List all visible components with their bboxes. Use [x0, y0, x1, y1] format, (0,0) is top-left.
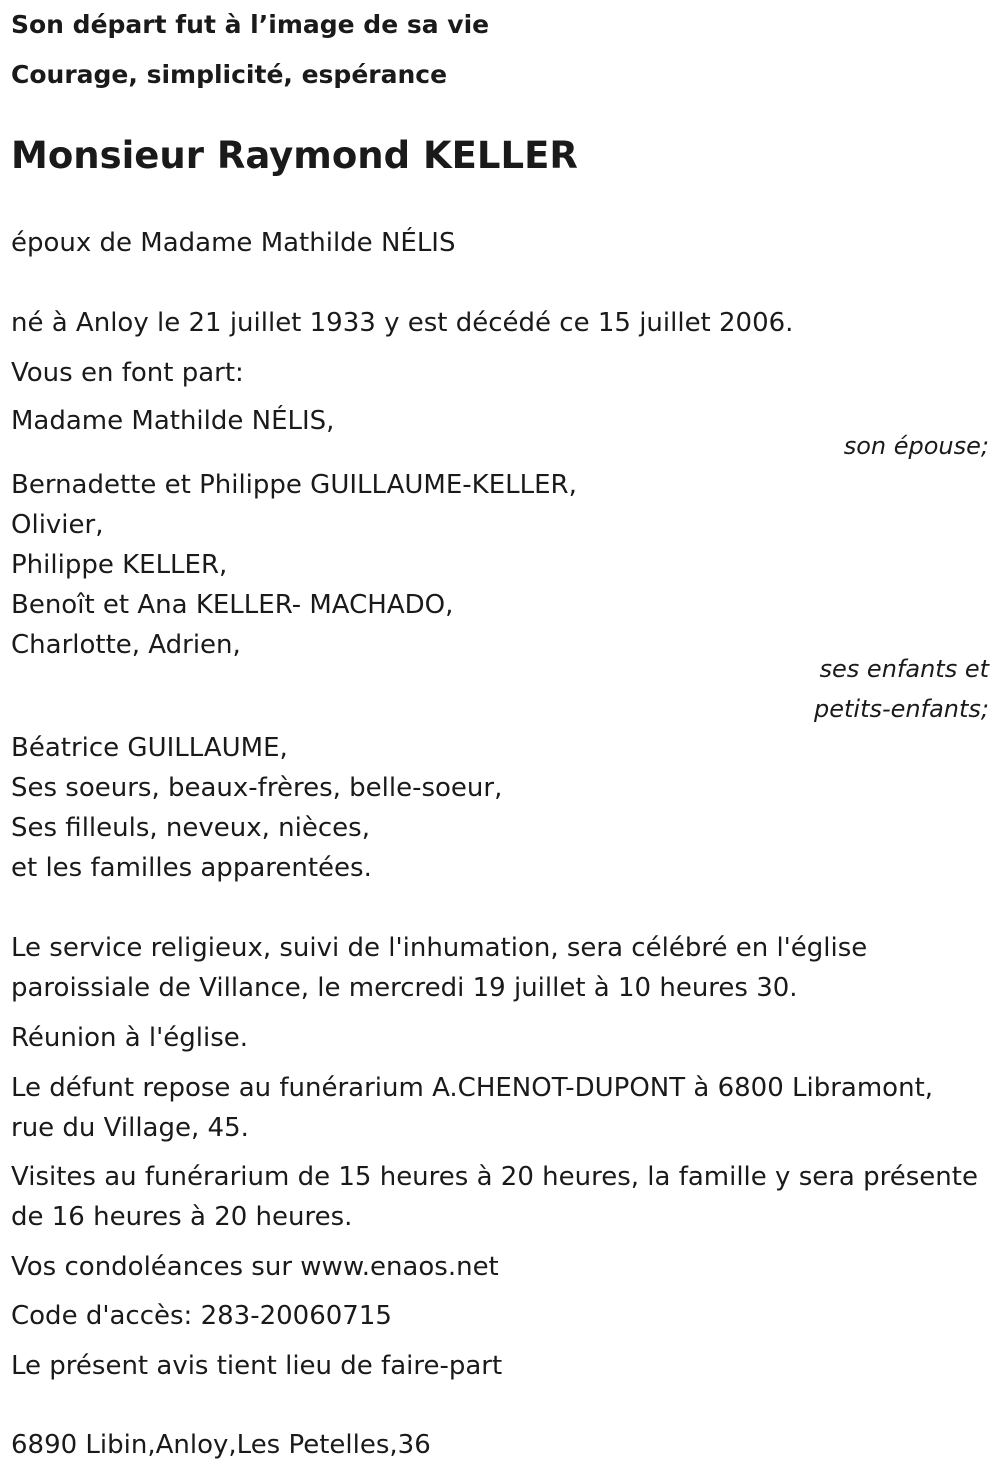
access-code-line: Code d'accès: 283-20060715 — [11, 1301, 392, 1331]
motto-line-1: Son départ fut à l’image de sa vie — [11, 10, 490, 39]
family-line: Ses soeurs, beaux-frères, belle-soeur, — [11, 773, 503, 803]
visits-line-2: de 16 heures à 20 heures. — [11, 1202, 353, 1232]
notice-line: Le présent avis tient lieu de faire-part — [11, 1351, 503, 1381]
motto-line-2: Courage, simplicité, espérance — [11, 60, 448, 89]
rest-line-2: rue du Village, 45. — [11, 1113, 249, 1143]
rest-line-1: Le défunt repose au funérarium A.CHENOT-DUPONT à 6800 Libramont, — [11, 1073, 934, 1103]
service-line-2: paroissiale de Villance, le mercredi 19 juillet à 10 heures 30. — [11, 973, 798, 1003]
child-line: Bernadette et Philippe GUILLAUME-KELLER, — [11, 470, 577, 500]
child-line: Charlotte, Adrien, — [11, 630, 241, 660]
child-line: Olivier, — [11, 510, 104, 540]
deceased-name: Monsieur Raymond KELLER — [11, 134, 578, 177]
announcers-line: Vous en font part: — [11, 358, 244, 388]
visits-line-1: Visites au funérarium de 15 heures à 20 heures, la famille y sera présente — [11, 1162, 978, 1192]
children-role-2: petits-enfants; — [814, 695, 989, 723]
condolences-line: Vos condoléances sur www.enaos.net — [11, 1252, 499, 1282]
spouse-name: Madame Mathilde NÉLIS, — [11, 406, 335, 436]
child-line: Philippe KELLER, — [11, 550, 228, 580]
spouse-line: époux de Madame Mathilde NÉLIS — [11, 228, 456, 258]
service-line-1: Le service religieux, suivi de l'inhumation, sera célébré en l'église — [11, 933, 868, 963]
address-line: 6890 Libin,Anloy,Les Petelles,36 — [11, 1430, 431, 1460]
family-line: Ses filleuls, neveux, nièces, — [11, 813, 370, 843]
spouse-role: son épouse; — [843, 432, 989, 460]
family-line: et les familles apparentées. — [11, 853, 372, 883]
child-line: Benoît et Ana KELLER- MACHADO, — [11, 590, 454, 620]
birth-death-line: né à Anloy le 21 juillet 1933 y est décédé ce 15 juillet 2006. — [11, 308, 794, 338]
children-role-1: ses enfants et — [819, 655, 989, 683]
family-line: Béatrice GUILLAUME, — [11, 733, 288, 763]
meeting-line: Réunion à l'église. — [11, 1023, 249, 1053]
